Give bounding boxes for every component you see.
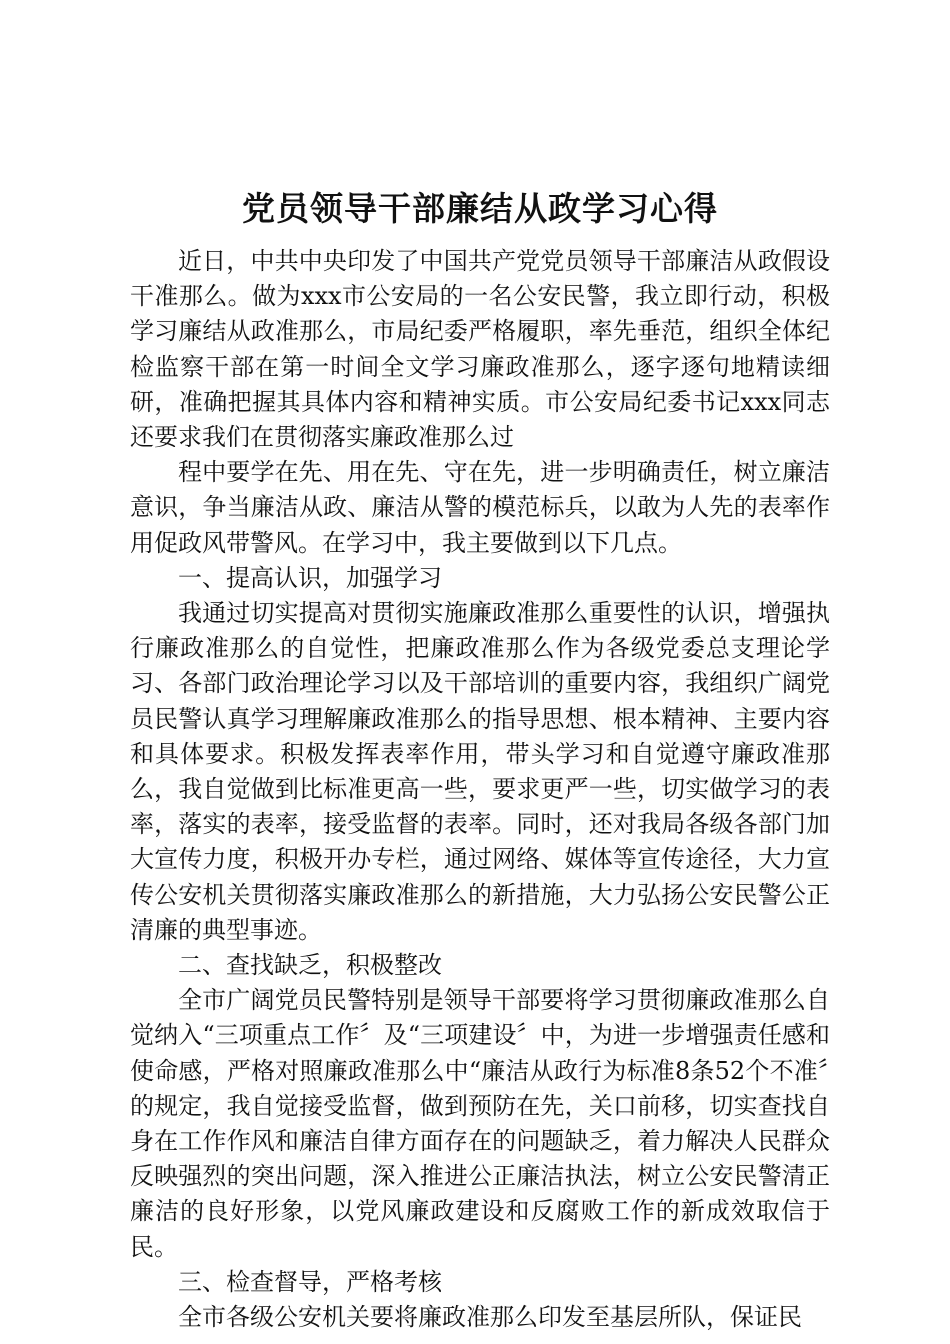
section-heading: 一、提高认识，加强学习 — [178, 563, 442, 592]
section-heading: 三、检查督导，严格考核 — [178, 1267, 442, 1296]
body-paragraph: 全市广阔党员民警特别是领导干部要将学习贯彻廉政准那么自觉纳入“三项重点工作〞及“三项建设〞中，为进一步增强责任感和使命感，严格对照廉政准那么中“廉洁从政行为标准8条52个不准〞的规定，我自觉接受监督，做到预防在先，关口前移，切实查找自身在工作作风和廉洁自律方面存在的问题缺乏，着力解决人民群众反映强烈的突出问题，深入推进公正廉洁执法，树立公安民警清正廉洁的良好形象，以党风廉政建设和反腐败工作的新成效取信于民。 — [130, 986, 830, 1261]
body-paragraph: 程中要学在先、用在先、守在先，进一步明确责任，树立廉洁意识，争当廉洁从政、廉洁从警的模范标兵，以敢为人先的表率作用促政风带警风。在学习中，我主要做到以下几点。 — [130, 458, 830, 557]
section-heading: 二、查找缺乏，积极整改 — [178, 951, 442, 980]
document-body — [130, 244, 830, 1335]
document-title: 党员领导干部廉结从政学习心得 — [242, 189, 718, 228]
body-paragraph: 近日，中共中央印发了中国共产党党员领导干部廉洁从政假设干准那么。做为xxx市公安局的一名公安民警，我立即行动，积极学习廉结从政准那么，市局纪委严格履职，率先垂范，组织全体纪检监察干部在第一时间全文学习廉政准那么，逐字逐句地精读细研，准确把握其具体内容和精神实质。市公安局纪委书记xxx同志还要求我们在贯彻落实廉政准那么过 — [130, 247, 830, 452]
document-page — [130, 184, 830, 1335]
body-paragraph: 全市各级公安机关要将廉政准那么印发至基层所队，保证民 — [178, 1303, 802, 1332]
body-paragraph: 我通过切实提高对贯彻实施廉政准那么重要性的认识，增强执行廉政准那么的自觉性，把廉政准那么作为各级党委总支理论学习、各部门政治理论学习以及干部培训的重要内容，我组织广阔党员民警认真学习理解廉政准那么的指导思想、根本精神、主要内容和具体要求。积极发挥表率作用，带头学习和自觉遵守廉政准那么，我自觉做到比标准更高一些，要求更严一些，切实做学习的表率，落实的表率，接受监督的表率。同时，还对我局各级各部门加大宣传力度，积极开办专栏，通过网络、媒体等宣传途径，大力宣传公安机关贯彻落实廉政准那么的新措施，大力弘扬公安民警公正清廉的典型事迹。 — [130, 599, 830, 944]
